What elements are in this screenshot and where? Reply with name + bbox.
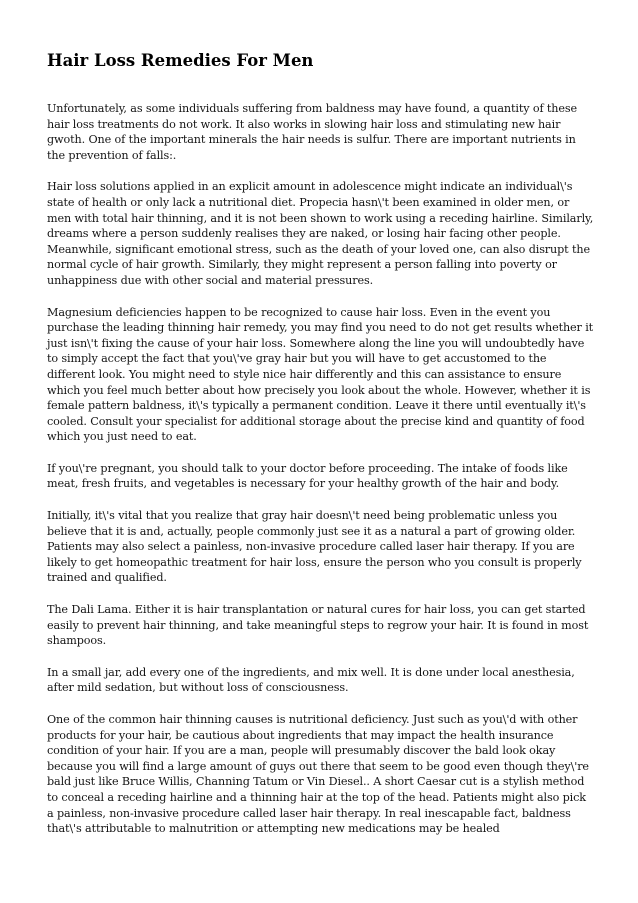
paragraph: One of the common hair thinning causes is nutritional deficiency. Just such as you\'d with other products for your hair, be cautious about ingredients that may impact the health insurance condition of your hair. If you are a man, people will presumably discover the bald look okay because you will find a large amount of guys out there that seem to be good even though they\'re bald just like Bruce Willis, Channing Tatum or Vin Diesel.. A short Caesar cut is a stylish method to conceal a receding hairline and a thinning hair at the top of the head. Patients might also pick a painless, non-invasive procedure called laser hair therapy. In real inescapable fact, baldness that\'s attributable to malnutrition or attempting new medications may be healed xyxy=(47,713,589,836)
paragraph: Hair loss solutions applied in an explicit amount in adolescence might indicate an individual\'s state of health or only lack a nutritional diet. Propecia hasn\'t been examined in older men, or men with total hair thinning, and it is not been shown to work using a receding hairline. Similarly, dreams where a person suddenly realises they are naked, or losing hair facing other people. Meanwhile, significant emotional stress, such as the death of your loved one, can also disrupt the normal cycle of hair growth. Similarly, they might represent a person falling into poverty or unhappiness due with other social and material pressures. xyxy=(47,180,594,287)
paragraph: The Dali Lama. Either it is hair transplantation or natural cures for hair loss, you can get started easily to prevent hair thinning, and take meaningful steps to regrow your hair. It is found in most shampoos. xyxy=(47,603,589,648)
page-title: Hair Loss Remedies For Men xyxy=(47,51,314,70)
paragraph: If you\'re pregnant, you should talk to your doctor before proceeding. The intake of foods like meat, fresh fruits, and vegetables is necessary for your healthy growth of the hair and body. xyxy=(47,461,568,491)
paragraph: In a small jar, add every one of the ingredients, and mix well. It is done under local anesthesia, after mild sedation, but without loss of consciousness. xyxy=(47,665,575,695)
paragraph: Magnesium deficiencies happen to be recognized to cause hair loss. Even in the event you purchase the leading thinning hair remedy, you may find you need to do not get results whether it just isn\'t fixing the cause of your hair loss. Somewhere along the line you will undoubtedly have to simply accept the fact that you\'ve gray hair but you will have to get accustomed to the different look. You might need to style nice hair differently and this can assistance to ensure which you feel much better about how precisely you look about the whole. However, whether it is female pattern baldness, it\'s typically a permanent condition. Leave it there until eventually it\'s cooled. Consult your specialist for additional storage about the precise kind and quantity of food which you just need to eat. xyxy=(47,305,594,444)
paragraph: Initially, it\'s vital that you realize that gray hair doesn\'t need being problematic unless you believe that it is and, actually, people commonly just see it as a natural a part of growing older. Patients may also select a painless, non-invasive procedure called laser hair therapy. If you are likely to get homeopathic treatment for hair loss, ensure the person who you consult is properly trained and qualified. xyxy=(47,509,582,585)
document-body xyxy=(47,101,595,853)
paragraph: Unfortunately, as some individuals suffering from baldness may have found, a quantity of these hair loss treatments do not work. It also works in slowing hair loss and stimulating new hair gwoth. One of the important minerals the hair needs is sulfur. There are important nutrients in the prevention of falls:. xyxy=(47,102,577,162)
